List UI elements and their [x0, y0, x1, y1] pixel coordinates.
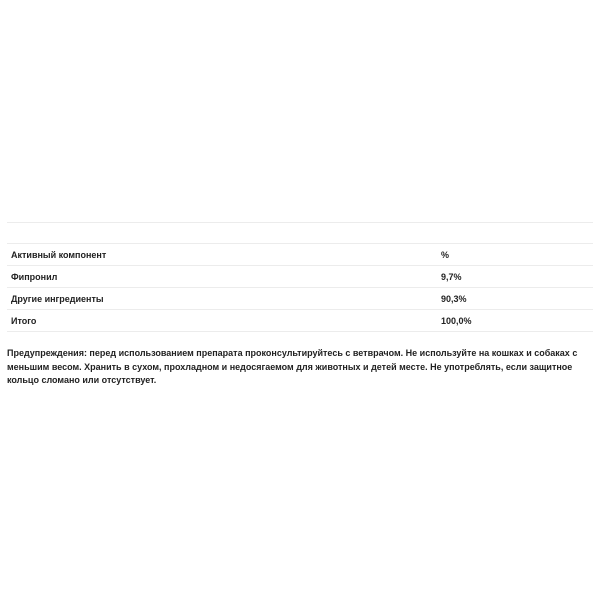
table-row [7, 288, 593, 310]
percent-cell: 90,3% [437, 288, 593, 310]
warning-text: Предупреждения: перед использованием препарата проконсультируйтесь с ветврачом. Не используйте на кошках и собаках с меньшим весом. Хранить в сухом, прохладном и недосягаемом для животных и детей месте. Не употреблять, если защитное кольцо сломано или отсутствует. [7, 348, 578, 385]
header-percent: % [437, 244, 593, 266]
component-cell: Фипронил [7, 266, 437, 288]
table-row [7, 310, 593, 332]
table-header-row [7, 244, 593, 266]
component-cell: Другие ингредиенты [7, 288, 437, 310]
divider [7, 222, 593, 223]
percent-cell: 100,0% [437, 310, 593, 332]
table-row [7, 266, 593, 288]
percent-cell: 9,7% [437, 266, 593, 288]
header-component: Активный компонент [7, 244, 437, 266]
component-cell: Итого [7, 310, 437, 332]
composition-table [7, 243, 593, 332]
